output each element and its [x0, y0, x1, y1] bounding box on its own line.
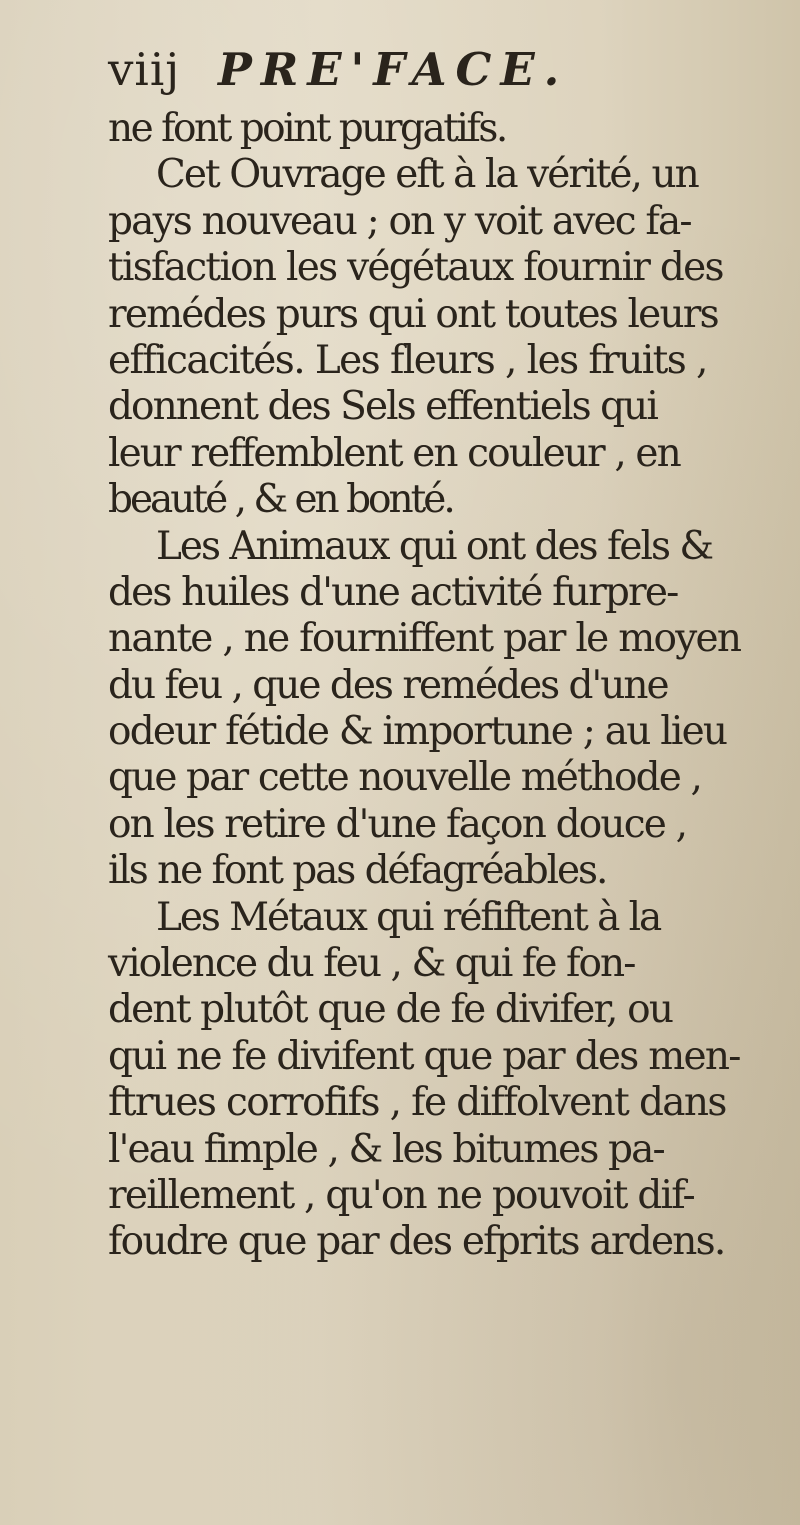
text-line: des huiles d'une activité furpre-: [108, 569, 678, 615]
text-line: violence du feu , & qui fe fon-: [108, 941, 635, 987]
text-line: remédes purs qui ont toutes leurs: [108, 291, 718, 337]
text-line: Cet Ouvrage eft à la vérité, un: [156, 152, 698, 198]
text-line: dent plutôt que de fe divifer, ou: [108, 987, 673, 1033]
page-number: viij: [108, 43, 181, 96]
running-title: PRE'FACE.: [218, 43, 569, 96]
text-line: on les retire d'une façon douce ,: [108, 801, 687, 847]
text-line: leur reffemblent en couleur , en: [108, 430, 680, 476]
text-line: beauté , & en bonté.: [108, 477, 453, 523]
text-line: pays nouveau ; on y voit avec fa-: [108, 198, 691, 244]
text-line: ftrues corrofifs , fe diffolvent dans: [108, 1080, 726, 1126]
text-line: reillement , qu'on ne pouvoit dif-: [108, 1172, 694, 1218]
text-line: ne font point purgatifs.: [108, 106, 506, 151]
text-line: ils ne font pas défagréables.: [108, 848, 607, 894]
text-line: efficacités. Les fleurs , les fruits ,: [108, 337, 707, 383]
text-line: Les Métaux qui réfiftent à la: [156, 894, 661, 940]
body-text: [108, 106, 800, 1266]
text-line: qui ne fe divifent que par des men-: [108, 1033, 740, 1079]
text-line: nante , ne fourniffent par le moyen: [108, 616, 741, 662]
text-line: odeur fétide & importune ; au lieu: [108, 709, 727, 755]
text-line: foudre que par des efprits ardens.: [108, 1219, 725, 1265]
text-line: donnent des Sels effentiels qui: [108, 384, 657, 430]
text-line: du feu , que des remédes d'une: [108, 662, 668, 708]
running-header: [108, 40, 748, 100]
text-line: que par cette nouvelle méthode ,: [108, 755, 701, 801]
text-line: Les Animaux qui ont des fels &: [156, 523, 713, 569]
text-line: l'eau fimple , & les bitumes pa-: [108, 1126, 664, 1172]
text-line: tisfaction les végétaux fournir des: [108, 245, 723, 291]
